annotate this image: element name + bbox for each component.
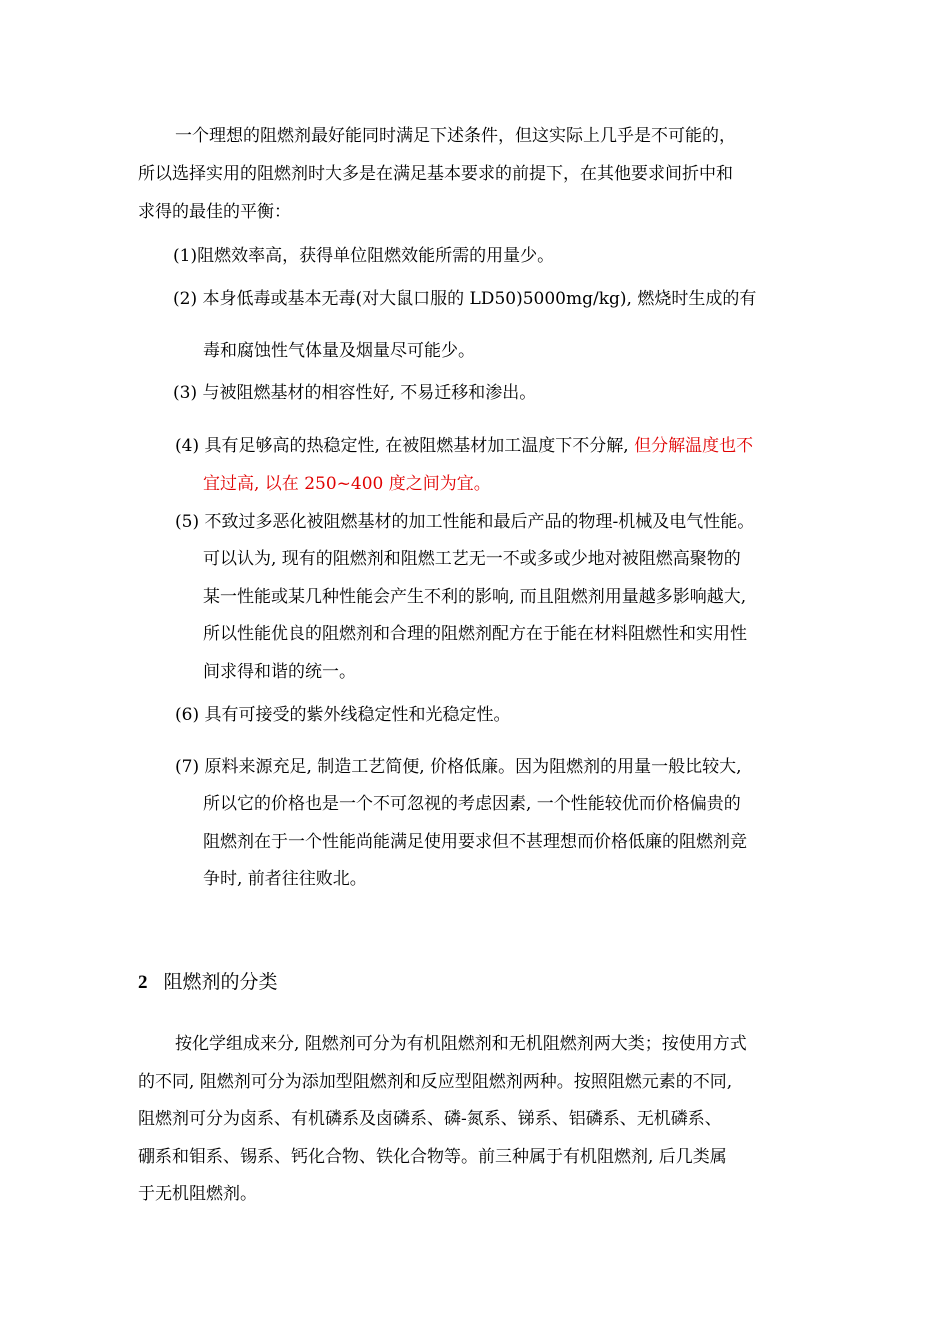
section-paragraph-line: 阻燃剂可分为卤系、有机磷系及卤磷系、磷-氮系、锑系、铝磷系、无机磷系、 (138, 1109, 722, 1129)
section-number: 2 (138, 972, 148, 993)
section-paragraph-line: 的不同, 阻燃剂可分为添加型阻燃剂和反应型阻燃剂两种。按照阻燃元素的不同, (138, 1072, 733, 1092)
list-item-7-line: (7) 原料来源充足, 制造工艺简便, 价格低廉。因为阻燃剂的用量一般比较大, (175, 757, 742, 777)
intro-line: 求得的最佳的平衡： (138, 202, 291, 222)
list-item-4-line (175, 434, 753, 458)
list-item-4-text: (4) 具有足够高的热稳定性, 在被阻燃基材加工温度下不分解, (175, 436, 635, 456)
list-item-7-line: 所以它的价格也是一个不可忽视的考虑因素, 一个性能较优而价格偏贵的 (203, 794, 741, 814)
list-item-2-line: 毒和腐蚀性气体量及烟量尽可能少。 (203, 341, 475, 361)
list-item-7-line: 争时, 前者往往败北。 (203, 869, 367, 889)
intro-line: 一个理想的阻燃剂最好能同时满足下述条件，但这实际上几乎是不可能的， (175, 126, 736, 146)
list-item-2-line: (2) 本身低毒或基本无毒(对大鼠口服的 LD50)5000mg/kg), 燃烧时生成的有 (173, 289, 757, 309)
list-item-5-line: 所以性能优良的阻燃剂和合理的阻燃剂配方在于能在材料阻燃性和实用性 (203, 624, 747, 644)
list-item-1: (1)阻燃效率高，获得单位阻燃效能所需的用量少。 (173, 246, 555, 266)
intro-line: 所以选择实用的阻燃剂时大多是在满足基本要求的前提下，在其他要求间折中和 (138, 164, 733, 184)
section-paragraph-line: 按化学组成来分, 阻燃剂可分为有机阻燃剂和无机阻燃剂两大类；按使用方式 (175, 1034, 747, 1054)
list-item-5-line: 可以认为, 现有的阻燃剂和阻燃工艺无一不或多或少地对被阻燃高聚物的 (203, 549, 741, 569)
section-title: 阻燃剂的分类 (163, 971, 278, 993)
list-item-5-line: 某一性能或某几种性能会产生不利的影响, 而且阻燃剂用量越多影响越大, (203, 587, 747, 607)
highlighted-text: 宜过高, 以在 250~400 度之间为宜。 (203, 474, 491, 494)
list-item-5-line: (5) 不致过多恶化被阻燃基材的加工性能和最后产品的物理-机械及电气性能。 (175, 512, 755, 532)
section-paragraph-line: 硼系和钼系、锡系、钙化合物、铁化合物等。前三种属于有机阻燃剂, 后几类属 (138, 1147, 727, 1167)
list-item-5-line: 间求得和谐的统一。 (203, 662, 356, 682)
section-paragraph-line: 于无机阻燃剂。 (138, 1184, 257, 1204)
list-item-7-line: 阻燃剂在于一个性能尚能满足使用要求但不甚理想而价格低廉的阻燃剂竞 (203, 832, 747, 852)
highlighted-text: 但分解温度也不 (634, 436, 754, 456)
section-heading (138, 970, 278, 995)
list-item-6: (6) 具有可接受的紫外线稳定性和光稳定性。 (175, 705, 511, 725)
list-item-3: (3) 与被阻燃基材的相容性好, 不易迁移和渗出。 (173, 383, 537, 403)
